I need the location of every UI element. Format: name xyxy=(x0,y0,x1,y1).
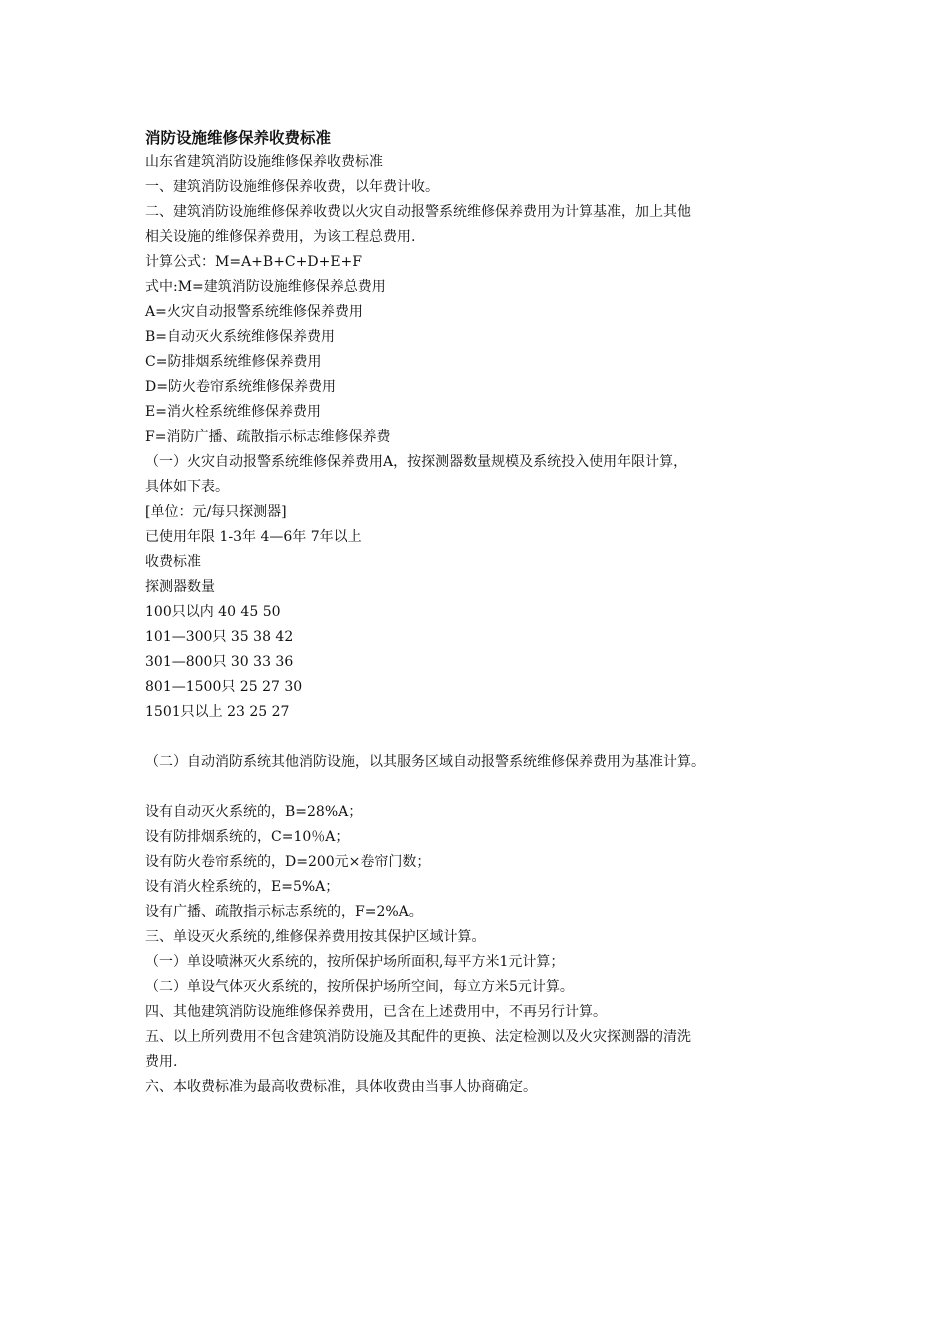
rule-c: 设有防排烟系统的，C=10％A； xyxy=(145,829,350,845)
fee-table-row: 301—800只 30 33 36 xyxy=(145,654,294,670)
clause-3-item-2: （二）单设气体灭火系统的，按所保护场所空间，每立方米5元计算。 xyxy=(145,979,574,995)
rule-d: 设有防火卷帘系统的，D=200元×卷帘门数； xyxy=(145,854,431,870)
formula-def-m: 式中:M=建筑消防设施维修保养总费用 xyxy=(145,279,386,295)
blank-line xyxy=(145,725,810,750)
unit-note: [单位：元/每只探测器] xyxy=(145,504,287,520)
clause-5-line-2: 费用. xyxy=(145,1054,178,1070)
clause-2-line-1: 二、建筑消防设施维修保养收费以火灾自动报警系统维修保养费用为计算基准，加上其他 xyxy=(145,204,691,220)
fee-table-label-standard: 收费标准 xyxy=(145,554,201,570)
clause-3-item-1: （一）单设喷淋灭火系统的，按所保护场所面积,每平方米1元计算； xyxy=(145,954,565,970)
subtitle-line: 山东省建筑消防设施维修保养收费标准 xyxy=(145,154,383,170)
clause-4: 四、其他建筑消防设施维修保养费用，已含在上述费用中，不再另行计算。 xyxy=(145,1004,607,1020)
rule-e: 设有消火栓系统的，E=5%A； xyxy=(145,879,340,895)
section-2-line: （二）自动消防系统其他消防设施，以其服务区域自动报警系统维修保养费用为基准计算。 xyxy=(145,754,705,770)
fee-table-label-count: 探测器数量 xyxy=(145,579,215,595)
rule-f: 设有广播、疏散指示标志系统的，F=2%A。 xyxy=(145,904,423,920)
fee-table-row: 101—300只 35 38 42 xyxy=(145,629,294,645)
formula-def-b: B=自动灭火系统维修保养费用 xyxy=(145,329,336,345)
clause-1: 一、建筑消防设施维修保养收费，以年费计收。 xyxy=(145,179,439,195)
fee-table-row: 100只以内 40 45 50 xyxy=(145,604,281,620)
formula-def-c: C=防排烟系统维修保养费用 xyxy=(145,354,322,370)
formula-line: 计算公式：M=A+B+C+D+E+F xyxy=(145,254,362,270)
fee-table-row: 1501只以上 23 25 27 xyxy=(145,704,290,720)
clause-3: 三、单设灭火系统的,维修保养费用按其保护区域计算。 xyxy=(145,929,486,945)
section-1-line-2: 具体如下表。 xyxy=(145,479,229,495)
fee-table-header: 已使用年限 1-3年 4—6年 7年以上 xyxy=(145,529,362,545)
rule-b: 设有自动灭火系统的，B=28%A； xyxy=(145,804,363,820)
formula-def-e: E=消火栓系统维修保养费用 xyxy=(145,404,321,420)
fee-table-row: 801—1500只 25 27 30 xyxy=(145,679,303,695)
formula-def-f: F=消防广播、疏散指示标志维修保养费 xyxy=(145,429,391,445)
document-title: 消防设施维修保养收费标准 xyxy=(145,129,332,147)
formula-def-a: A=火灾自动报警系统维修保养费用 xyxy=(145,304,363,320)
clause-5-line-1: 五、以上所列费用不包含建筑消防设施及其配件的更换、法定检测以及火灾探测器的清洗 xyxy=(145,1029,691,1045)
formula-def-d: D=防火卷帘系统维修保养费用 xyxy=(145,379,336,395)
section-1-line-1: （一）火灾自动报警系统维修保养费用A，按探测器数量规模及系统投入使用年限计算， xyxy=(145,454,688,470)
clause-6: 六、本收费标准为最高收费标准，具体收费由当事人协商确定。 xyxy=(145,1079,537,1095)
blank-line xyxy=(145,775,810,800)
document-page xyxy=(145,126,810,1100)
clause-2-line-2: 相关设施的维修保养费用，为该工程总费用. xyxy=(145,229,416,245)
